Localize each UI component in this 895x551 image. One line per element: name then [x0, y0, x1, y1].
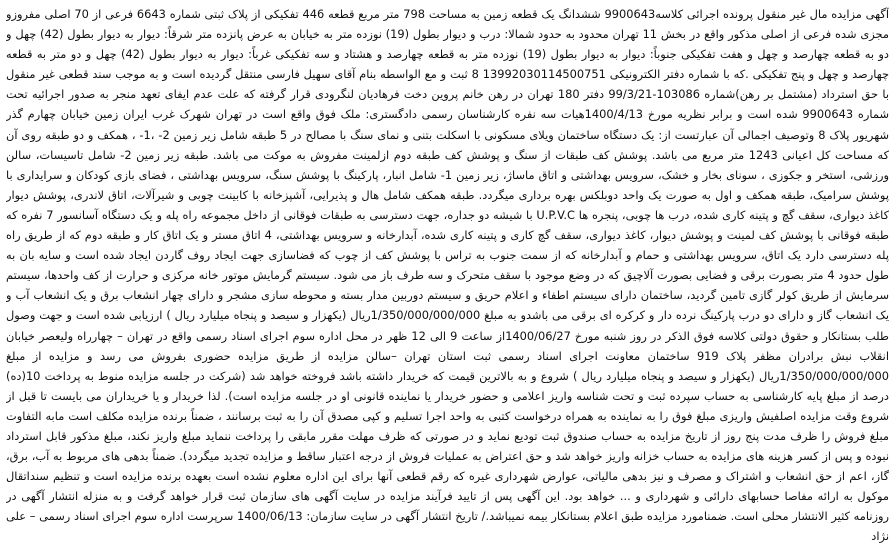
- auction-notice: [6, 4, 889, 547]
- auction-notice-text: آگهی مزایده مال غیر منقول پرونده اجرائی کلاسه9900643 ششدانگ یک قطعه زمین به مساحت 798 متر مربع قطعه 446 تفکیکی از پلاک ثبتی شماره 6643 فرعی از 70 اصلی مفروزو مجزی شده فرعی از اصلی مذکور واقع در بخش 11 تهران محدود به حدود شمالا: درب و دیوار بطول (19) نوزده متر به خیابان به عرض پانزده متر شرقاً: دیوار به دیوار بطول (42) چهل و دو به قطعه چهارصد و چهل و هفت تفکیکی جنوباً: دیوار به دیوار بطول (19) نوزده متر به قطعه چهارصد و هشتاد و سه تفکیکی غرباً: دیوار به دیوار بطول (42) چهل و دو متر به قطعه چهارصد و چهل و پنج تفکیکی .که با شماره دفتر الکترونیکی 13992030114500751 8 ثبت و مع الواسطه بنام آقای سهیل فارسی منتقل گردیده است و به موجب سند قطعی غیر منقول با حق استرداد (مشتمل بر رهن)شماره 103086-99/3/21 دفتر 180 تهران در رهن خانم پروین دخت فرهادیان لنگرودی قرار گرفته که علت عدم ایفای تعهد منجر به صدور اجرائیه تحت شماره 9900643 شده است و برابر نظریه مورخ 1400/4/13هیات سه نفره کارشناسان رسمی دادگستری: ملک فوق واقع است در تهران شهرک غرب ایران زمین خیابان چهارم گذر شهریور پلاک 8 وتوصیف اجمالی آن عبارتست از: یک دستگاه ساختمان ویلای مسکونی با اسکلت بتنی و نمای سنگ با مصالح در 5 طبقه شامل زیر زمین 2- ،1- ، همکف و دو طبقه روی آن که مساحت کل اعیانی 1243 متر مربع می باشد. پوشش کف طبقات از سنگ و پوشش کف طبقه دوم ازلمینت مفروش به موکت می باشد. طبقه زیر زمین 2- شامل تاسیسات، سالن ورزشی، استخر و جکوزی ، سونای بخار و خشک، سرویس بهداشتی و اتاق ماساژ، زیر زمین 1- شامل انبار، پارکینگ با پوشش سنگ، سرویس بهداشتی ، فضای بازی کودکان و سرایداری با پوشش سرامیک، طبقه همکف و اول به صورت یک واحد دوبلکس بهره برداری میگردد. طبقه همکف شامل هال و پذیرایی، آشپزخانه با کابینت چوبی و شیرآلات، اتاق لاندری، پوشش دیوار کاغذ دیواری، سقف گچ و پتینه کاری شده، درب ها چوبی، پنجره ها U.P.V.C با شیشه دو جداره، جهت دسترسی به طبقات فوقانی از داخل مجموعه راه پله و یک دستگاه آسانسور 7 نفره که طبقه فوقانی با پوشش کف لمینت و پوشش دیوار، کاغذ دیواری، سقف گچ کاری و پتینه کاری شده، آبدارخانه و سرویس بهداشتی، 4 اتاق مستر و یک اتاق کار و طبقه دوم که از طریق راه پله دسترسی دارد یک اتاق، سرویس بهداشتی و حمام و آبدارخانه که از سمت جنوب به تراس با پوشش کف از چوب که فضاسازی جهت ایجاد روف گاردن ایجاد شده است و سایه بان به طول حدود 4 متر بصورت برقی و فضایی بصورت آلاچیق که در وضع موجود با سقف متحرک و سه طرف باز می شود. سیستم گرمایش موتور خانه مرکزی و حرارت از کف واحدها، سیستم سرمایش از طریق کولر گازی تامین گردید، ساختمان دارای سیستم اطفاء و اعلام حریق و سیستم دوربین مدار بسته و محوطه سازی مشجر و دارای چهار انشعاب برق و یک انشعاب آب و یک انشعاب گاز و دارای دو درب پارکینگ نرده دار و کرکره ای برقی می باشدو به مبلغ 1/350/000/000/000ریال (یکهزار و سیصد و پنجاه میلیارد ریال ) ارزیابی شده است و جهت وصول طلب بستانکار و حقوق دولتی کلاسه فوق الذکر در روز شنبه مورخ 1400/06/27از ساعت 9 الی 12 ظهر در محل اداره سوم اجرای اسناد رسمی واقع در تهران – چهارراه ولیعصر خیابان انقلاب نبش برادران مظفر پلاک 919 ساختمان معاونت اجرای اسناد رسمی ثبت استان تهران –سالن مزایده از طریق مزایده حضوری بفروش می رسد و مزایده از مبلغ 1/350/000/000/000ریال (یکهزار و سیصد و پنجاه میلیارد ریال ) شروع و به بالاترین قیمت که خریدار داشته باشد فروخته خواهد شد (شرکت در جلسه مزایده منوط به پرداخت 10(ده) درصد از مبلغ پایه کارشناسی به حساب سپرده ثبت و تحت شناسه واریز اعلامی و حضور خریدار یا نماینده قانونی او در جلسه مزایده است). لذا خریدار و یا خریداران می بایست تا قبل از شروع وقت مزایده اصلفیش واریزی مبلغ فوق را به نماینده به همراه درخواست کتبی به واحد اجرا تسلیم و کپی مصدق آن را به ثبت برسانند ، ضمناً برنده مزایده مکلف است مابه التفاوت مبلغ فروش را ظرف مدت پنج روز از تاریخ مزایده به حساب صندوق ثبت تودیع نماید و در صورتی که ظرف مهلت مقرر مابقی را پرداخت ننماید مبلغ واریز نکند، مبلغ مذکور قابل استرداد نبوده و پس از کسر هزینه های مزایده به حساب خزانه واریز خواهد شد و حق اعتراض به عملیات فروش از درجه اعتبار ساقط و مزایده تجدید میگردد). ضمناً بدهی های مربوط به آب، برق، گاز، اعم از حق انشعاب و اشتراک و مصرف و نیز بدهی مالیاتی، عوارض شهرداری غیره که رقم قطعی آنها برای این اداره معلوم نشده است بعهده برنده مزایده است و تنظیم سنداتقال موکول به ارائه مفاصا حسابهای دارائی و شهرداری و ... خواهد بود. این آگهی پس از تایید فرآیند مزایده در سایت آگهی های سازمان ثبت قرار خواهد گرفت و به منزله انتشار آگهی در روزنامه کثیر الانتشار محلی است. ضمنامورد مزایده طبق اعلام بستانکار بیمه نمیباشد./ تاریخ انتشار آگهی در سایت سازمان: 1400/06/13 سرپرست اداره سوم اجرای اسناد رسمی – علی نژاد: [6, 7, 889, 544]
